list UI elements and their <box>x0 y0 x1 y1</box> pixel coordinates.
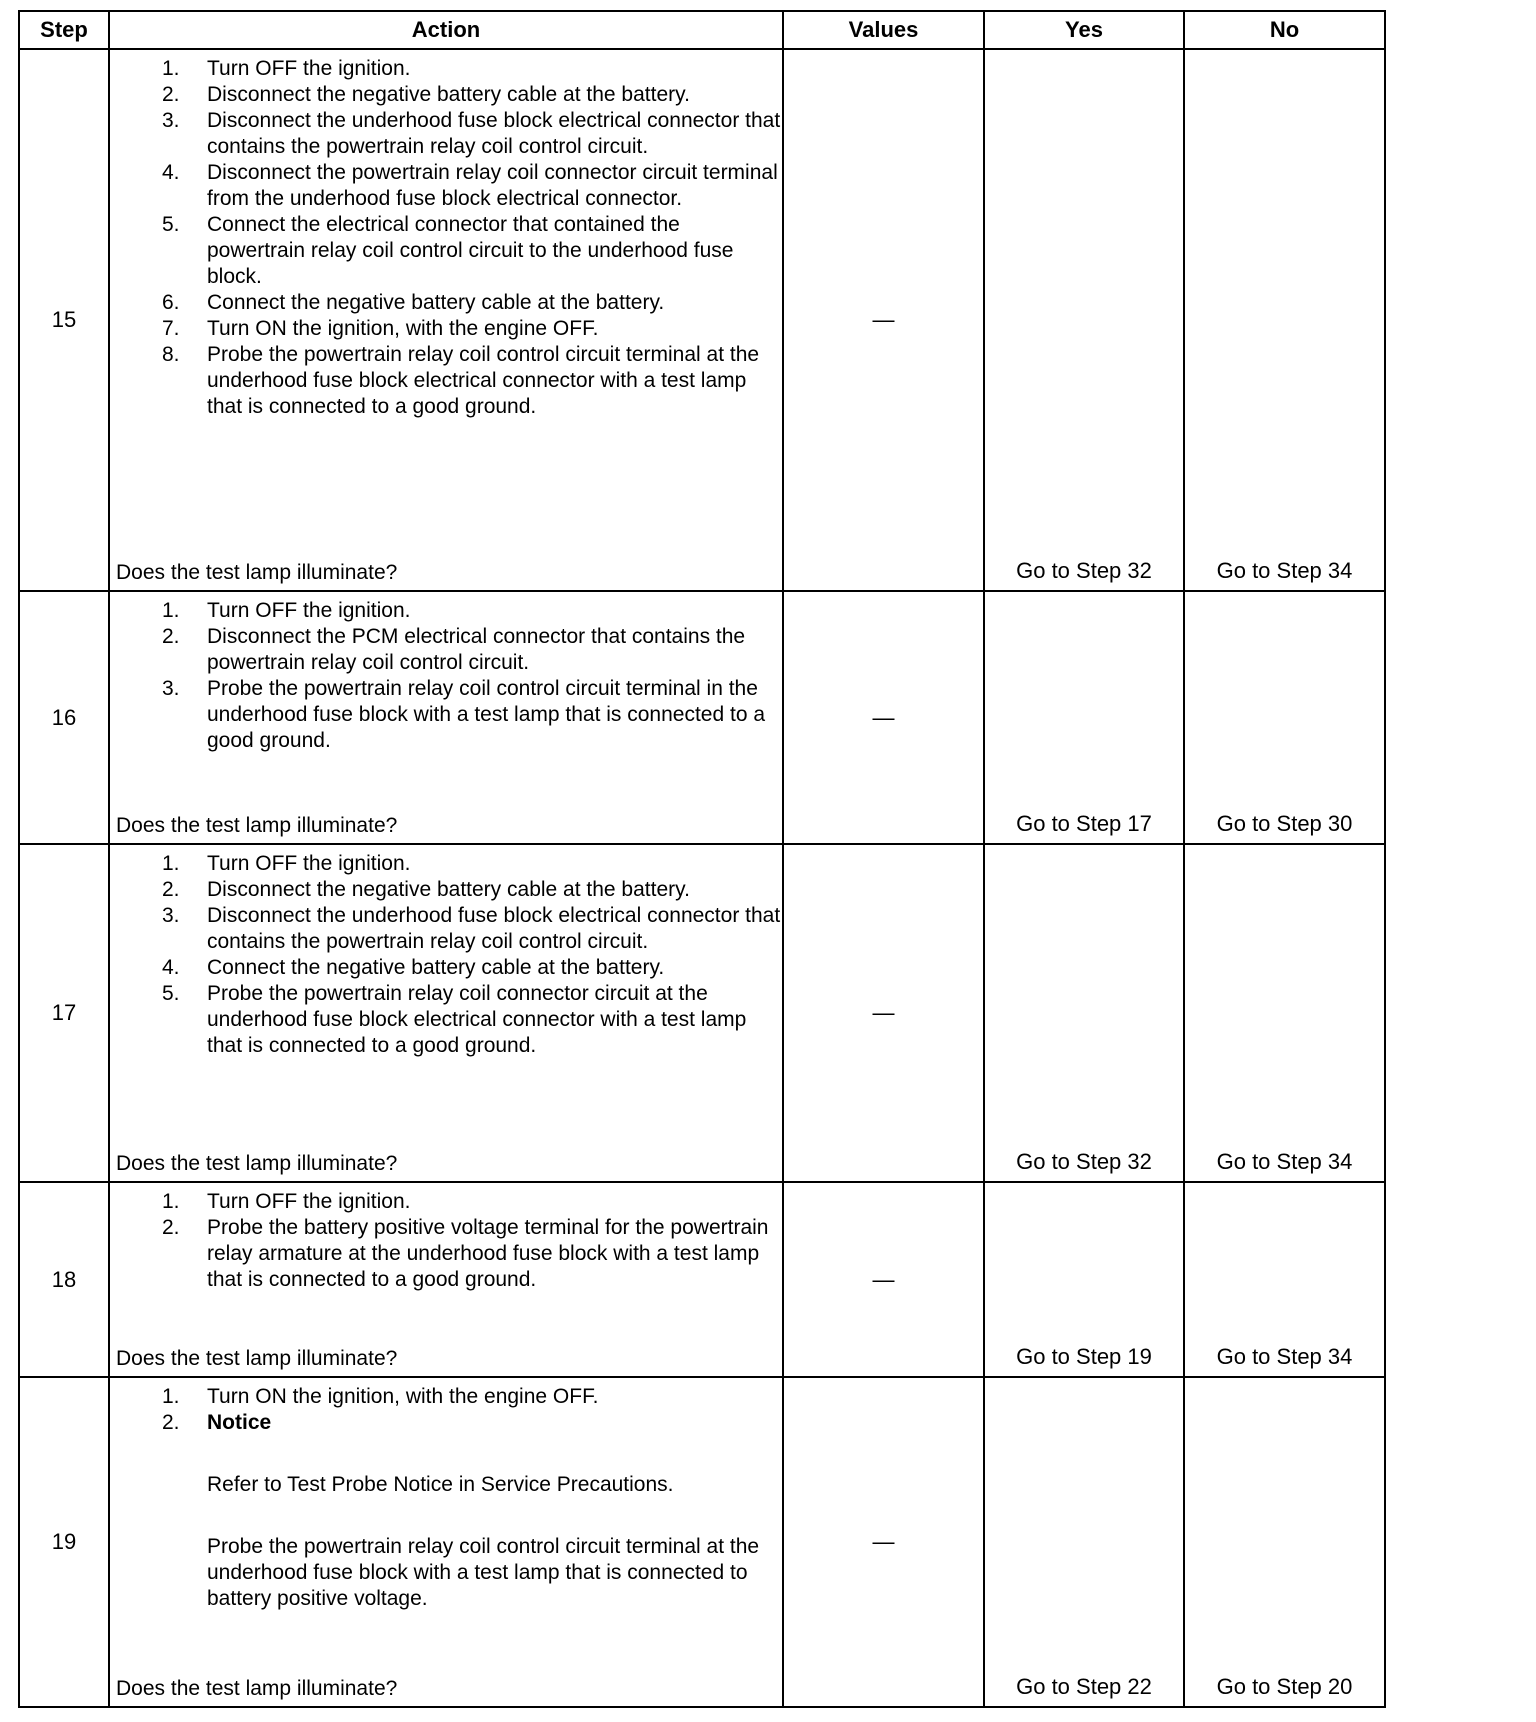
list-item: 1. Turn OFF the ignition. <box>162 57 411 80</box>
question-text: Does the test lamp illuminate? <box>116 1152 398 1176</box>
no-link[interactable]: Go to Step 34 <box>1216 1344 1353 1370</box>
yes-cell[interactable] <box>984 844 1184 1183</box>
list-item: 4. Connect the negative battery cable at the battery. <box>162 955 665 979</box>
yes-link[interactable]: Go to Step 17 <box>1016 810 1152 836</box>
table-row <box>19 1377 1385 1707</box>
list-item: 3. Disconnect the underhood fuse block electrical connector that contains the powertrain relay coil control circuit. <box>162 109 781 158</box>
diagnostic-table <box>18 10 1386 1708</box>
list-item: 5. Probe the powertrain relay coil connector circuit at the underhood fuse block electrical connector with a test lamp that is connected to a good ground. <box>162 981 747 1057</box>
list-item: 2. Notice Refer to Test Probe Notice in Service Precautions. Probe the powertrain relay coil control circuit terminal at the underhood fuse block with a test lamp that is connected to battery positive voltage. <box>110 1410 782 1612</box>
list-item: 1. Turn OFF the ignition. <box>162 1190 411 1214</box>
no-link[interactable]: Go to Step 20 <box>1216 1674 1353 1699</box>
value-cell: — <box>783 1182 984 1377</box>
header-row <box>19 11 1385 49</box>
action-list <box>110 1378 782 1612</box>
value-cell: — <box>783 591 984 843</box>
table-row <box>19 844 1385 1183</box>
header-action: Action <box>109 11 783 49</box>
yes-link[interactable]: Go to Step 32 <box>1016 558 1152 584</box>
list-item: 6. Connect the negative battery cable at the battery. <box>162 291 665 314</box>
list-item: 1. Turn OFF the ignition. <box>162 599 411 623</box>
list-item: 8. Probe the powertrain relay coil control circuit terminal at the underhood fuse block electrical connector with a test lamp that is connected to a good ground. <box>162 343 760 418</box>
question-text: Does the test lamp illuminate? <box>116 813 398 837</box>
step-number: 16 <box>19 591 109 843</box>
no-link[interactable]: Go to Step 34 <box>1216 1149 1353 1175</box>
no-link[interactable]: Go to Step 34 <box>1216 558 1353 584</box>
header-step: Step <box>19 11 109 49</box>
question-text: Does the test lamp illuminate? <box>116 561 398 585</box>
action-list <box>110 845 782 1059</box>
list-item: 1. Turn ON the ignition, with the engine OFF. <box>162 1385 599 1409</box>
yes-link[interactable]: Go to Step 19 <box>1016 1344 1152 1370</box>
yes-link[interactable]: Go to Step 22 <box>1016 1674 1152 1699</box>
action-cell <box>109 1182 783 1377</box>
no-cell[interactable] <box>1184 1182 1385 1377</box>
notice-label: Notice <box>207 1411 272 1435</box>
yes-cell[interactable] <box>984 1182 1184 1377</box>
yes-cell[interactable] <box>984 591 1184 843</box>
table-row <box>19 1182 1385 1377</box>
no-link[interactable]: Go to Step 30 <box>1216 810 1353 836</box>
header-values: Values <box>783 11 984 49</box>
value-cell: — <box>783 1377 984 1707</box>
value-cell: — <box>783 844 984 1183</box>
list-item: 7. Turn ON the ignition, with the engine OFF. <box>162 317 599 340</box>
table-row <box>19 591 1385 843</box>
list-item: 5. Connect the electrical connector that contained the powertrain relay coil control circuit to the underhood fuse block. <box>162 213 734 288</box>
list-item: 3. Probe the powertrain relay coil control circuit terminal in the underhood fuse block with a test lamp that is connected to a good ground. <box>162 677 766 753</box>
step-number: 19 <box>19 1377 109 1707</box>
list-item: 2. Disconnect the negative battery cable at the battery. <box>162 877 690 901</box>
action-list <box>110 1183 782 1293</box>
yes-cell[interactable] <box>984 1377 1184 1707</box>
list-item: 2. Disconnect the PCM electrical connector that contains the powertrain relay coil control circuit. <box>162 625 746 675</box>
list-item: 2. Disconnect the negative battery cable at the battery. <box>162 83 690 106</box>
step-number: 17 <box>19 844 109 1183</box>
value-cell: — <box>783 49 984 591</box>
action-list <box>110 50 782 420</box>
list-item: 2. Probe the battery positive voltage terminal for the powertrain relay armature at the underhood fuse block with a test lamp that is connected to a good ground. <box>162 1216 769 1292</box>
question-text: Does the test lamp illuminate? <box>116 1347 398 1371</box>
action-cell <box>109 591 783 843</box>
yes-link[interactable]: Go to Step 32 <box>1016 1149 1152 1175</box>
action-cell <box>109 844 783 1183</box>
notice-probe-text: Probe the powertrain relay coil control circuit terminal at the underhood fuse block with a test lamp that is connected to battery positive voltage. <box>207 1535 760 1611</box>
step-number: 15 <box>19 49 109 591</box>
header-yes: Yes <box>984 11 1184 49</box>
table-row <box>19 49 1385 591</box>
step-number: 18 <box>19 1182 109 1377</box>
no-cell[interactable] <box>1184 49 1385 591</box>
list-item: 4. Disconnect the powertrain relay coil connector circuit terminal from the underhood fuse block electrical connector. <box>162 161 778 210</box>
action-list <box>110 592 782 754</box>
yes-cell[interactable] <box>984 49 1184 591</box>
action-cell <box>109 1377 783 1707</box>
action-cell <box>109 49 783 591</box>
list-item: 1. Turn OFF the ignition. <box>162 851 411 875</box>
question-text: Does the test lamp illuminate? <box>116 1677 398 1700</box>
notice-text: Refer to Test Probe Notice in Service Precautions. <box>207 1473 674 1497</box>
no-cell[interactable] <box>1184 1377 1385 1707</box>
no-cell[interactable] <box>1184 591 1385 843</box>
list-item: 3. Disconnect the underhood fuse block electrical connector that contains the powertrain relay coil control circuit. <box>162 903 781 953</box>
no-cell[interactable] <box>1184 844 1385 1183</box>
header-no: No <box>1184 11 1385 49</box>
